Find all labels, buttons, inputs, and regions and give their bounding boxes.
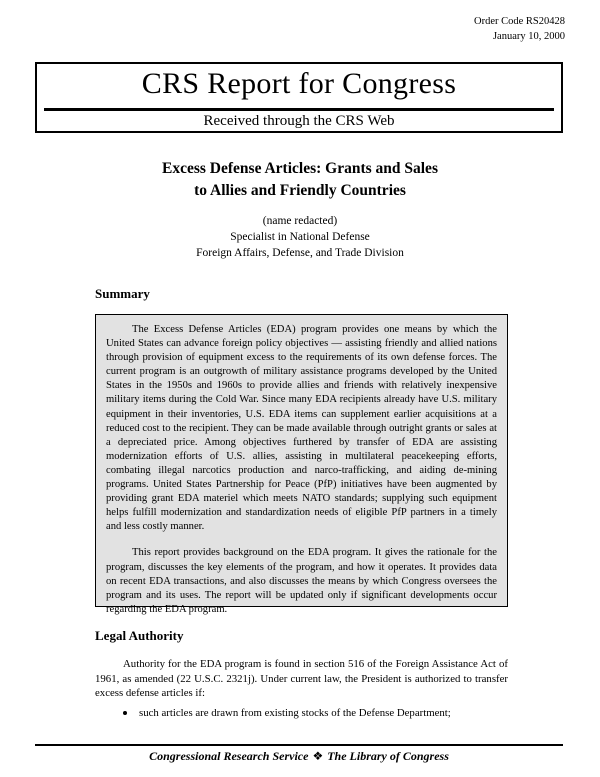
report-date: January 10, 2000 [492,31,565,42]
legal-authority-paragraph: Authority for the EDA program is found in section 516 of the Foreign Assistance Act of 1961, as amended (22 U.S.C. 2321j). Under current law, the President is authorized to transfer excess defense articles if: [95,658,508,699]
page-title-line-1: Excess Defense Articles: Grants and Sales [162,160,438,177]
summary-paragraph-2: This report provides background on the EDA program. It gives the rationale for the program, discusses the key elements of the program, and how it operates. It provides data on recent EDA transactions, and also discusses the means by which Congress oversees the program and its uses. The report will be updated only if significant developments occur regarding the EDA program. [106,547,497,615]
order-code: Order Code RS20428 [474,16,565,27]
bullet-icon [123,711,127,715]
summary-paragraph-1: The Excess Defense Articles (EDA) program provides one means by which the United States can advance foreign policy objectives — assisting friendly and allied nations through provision of equipment excess to the requirements of its own defense forces. The current program is an outgrowth of military assistance programs developed by the United States in the 1950s and 1960s to provide allies and friends with relatively inexpensive military items during the Cold War. Since many EDA recipients already have U.S. military equipment in their inventories, U.S. EDA items can supplement earlier acquisitions at a reduced cost to the recipient. They can be made available through outright grants or sales at a depreciated price. Among objectives furthered by transfer of EDA are assisting modernization efforts of U.S. allies, assisting in multilateral peacekeeping efforts, combating illegal narcotics production and narco-trafficking, and aiding de-mining programs. United States Partnership for Peace (PfP) initiatives have been augmented by providing grant EDA materiel which meets NATO standards; supplying such equipment helps fulfill modernization and standardization needs of eligible PfP partners in a timely and less costly manner. [106,324,497,533]
footer-left-text: Congressional Research Service [149,749,309,763]
author-role: Specialist in National Defense [230,231,370,243]
banner-title: CRS Report for Congress [141,67,457,100]
legal-authority-heading: Legal Authority [95,628,184,643]
summary-heading: Summary [95,286,150,301]
banner-subtitle: Received through the CRS Web [203,113,395,129]
page-title-line-2: to Allies and Friendly Countries [194,182,406,199]
page-title [60,158,540,202]
footer [35,747,563,765]
legal-authority-bullet-list [122,706,512,721]
footer-right-text: The Library of Congress [327,749,449,763]
diamond-icon: ❖ [312,749,324,763]
author-name: (name redacted) [262,215,338,227]
order-code-block [474,14,565,44]
author-division: Foreign Affairs, Defense, and Trade Division [196,247,404,259]
list-item [122,706,512,721]
summary-box [95,314,508,615]
crs-banner [35,62,563,133]
list-item-text: such articles are drawn from existing stocks of the Defense Department; [139,707,451,719]
footer-divider [35,744,563,746]
author-block [60,213,540,261]
